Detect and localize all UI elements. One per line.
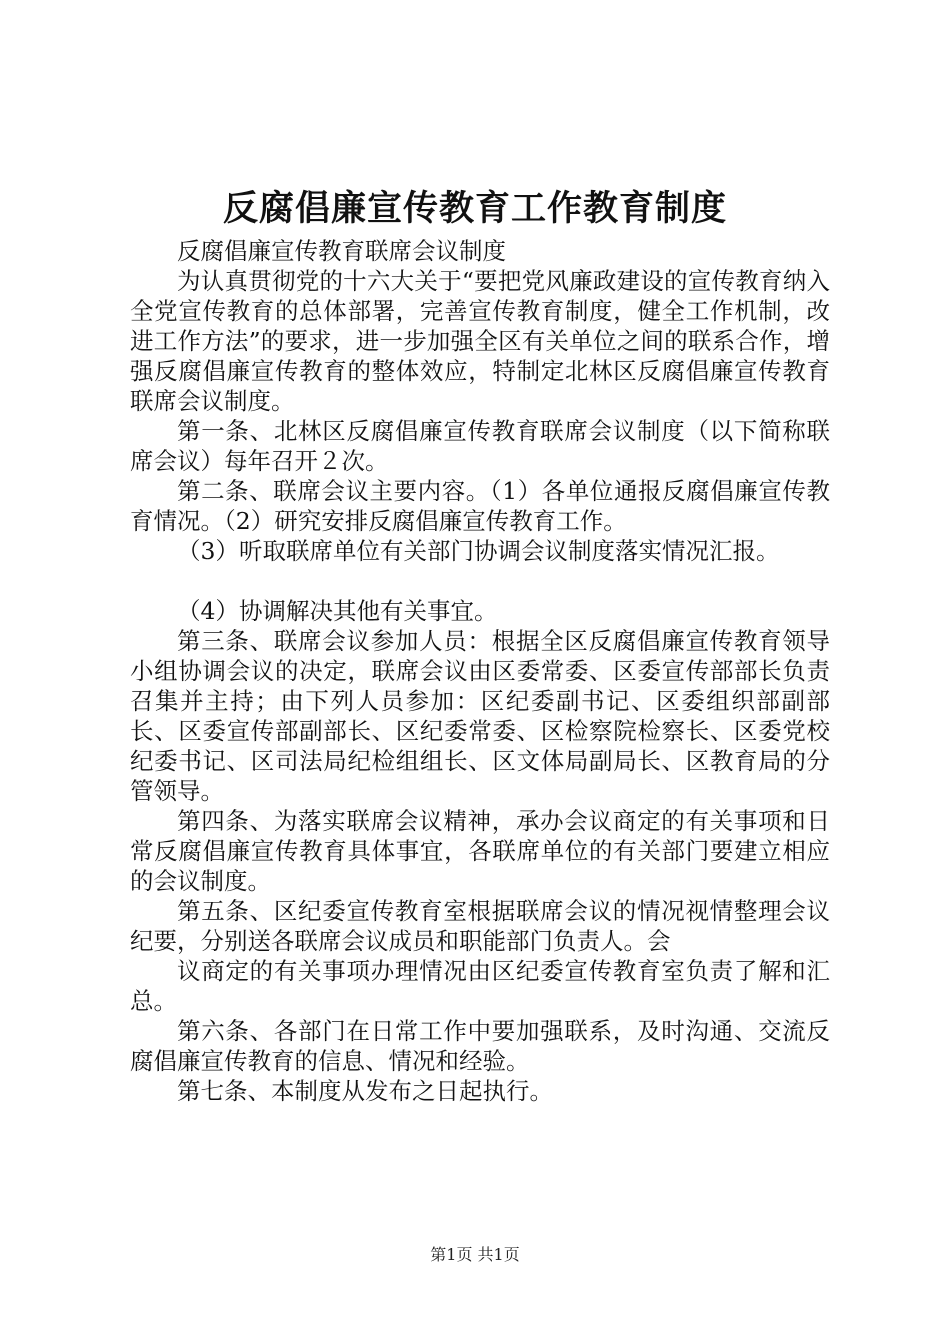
document-title: 反腐倡廉宣传教育工作教育制度 xyxy=(222,188,727,229)
page-number-footer: 第1页 共1页 xyxy=(430,1245,520,1264)
document-body xyxy=(130,236,830,1106)
paragraph-article-4: 第四条、为落实联席会议精神，承办会议商定的有关事项和日常反腐倡廉宣传教育具体事宜，各联席单位的有关部门要建立相应的会议制度。 xyxy=(130,807,830,895)
paragraph-article-3: 第三条、联席会议参加人员：根据全区反腐倡廉宣传教育领导小组协调会议的决定，联席会议由区委常委、区委宣传部部长负责召集并主持；由下列人员参加：区纪委副书记、区委组织部副部长、区委宣传部副部长、区纪委常委、区检察院检察长、区委党校纪委书记、区司法局纪检组组长、区文体局副局长、区教育局的分管领导。 xyxy=(130,627,830,805)
paragraph-article-1: 第一条、北林区反腐倡廉宣传教育联席会议制度（以下简称联席会议）每年召开２次。 xyxy=(130,417,830,475)
paragraph-article-6: 第六条、各部门在日常工作中要加强联系，及时沟通、交流反腐倡廉宣传教育的信息、情况和经验。 xyxy=(130,1017,830,1075)
paragraph-preamble: 为认真贯彻党的十六大关于“要把党风廉政建设的宣传教育纳入全党宣传教育的总体部署，完善宣传教育制度，健全工作机制，改进工作方法”的要求，进一步加强全区有关单位之间的联系合作，增强反腐倡廉宣传教育的整体效应，特制定北林区反腐倡廉宣传教育联席会议制度。 xyxy=(130,267,830,415)
paragraph-article-5-continued: 议商定的有关事项办理情况由区纪委宣传教育室负责了解和汇总。 xyxy=(130,957,830,1015)
paragraph-article-2-item-4: （4）协调解决其他有关事宜。 xyxy=(177,597,498,625)
paragraph-subtitle: 反腐倡廉宣传教育联席会议制度 xyxy=(177,237,506,265)
paragraph-spacer xyxy=(130,566,830,596)
paragraph-article-7: 第七条、本制度从发布之日起执行。 xyxy=(177,1077,553,1105)
paragraph-article-5: 第五条、区纪委宣传教育室根据联席会议的情况视情整理会议纪要，分别送各联席会议成员和职能部门负责人。会 xyxy=(130,897,830,955)
paragraph-article-2: 第二条、联席会议主要内容。（1）各单位通报反腐倡廉宣传教育情况。（2）研究安排反腐倡廉宣传教育工作。 xyxy=(130,477,830,535)
paragraph-article-2-item-3: （3）听取联席单位有关部门协调会议制度落实情况汇报。 xyxy=(177,537,780,565)
